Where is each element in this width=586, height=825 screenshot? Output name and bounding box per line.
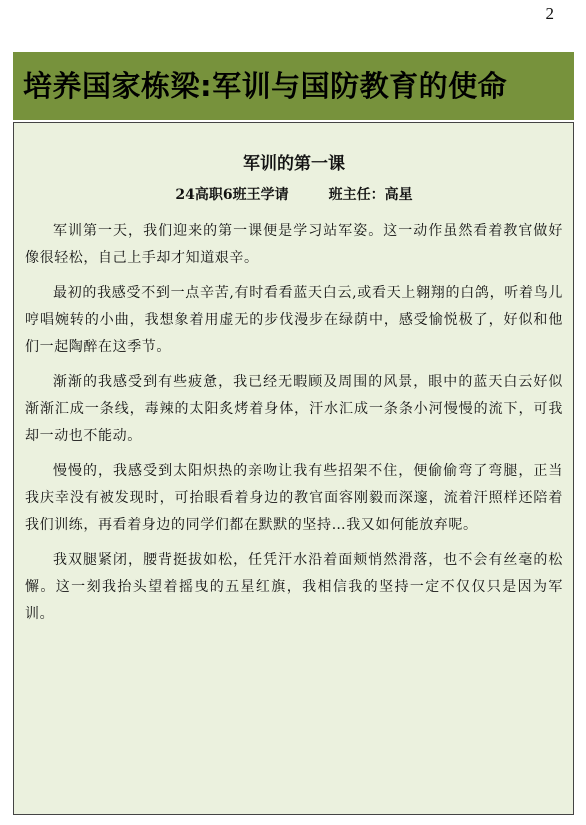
article-title: 军训的第一课 [243, 154, 345, 174]
paragraph: 军训第一天，我们迎来的第一课便是学习站军姿。这一动作虽然看着教官做好像很轻松，自己上手却才知道艰辛。 [25, 223, 563, 266]
paragraph: 慢慢的，我感受到太阳炽热的亲吻让我有些招架不住，便偷偷弯了弯腿，正当我庆幸没有被发现时，可抬眼看着身边的教官面容刚毅而深邃，流着汗照样还陪着我们训练，再看着身边的同学们都在默默的坚持…我又如何能放弃呢。 [25, 463, 563, 533]
byline [25, 184, 563, 204]
author: 24高职6班王学请 [175, 187, 289, 203]
page-number: 2 [545, 4, 554, 23]
paragraph: 我双腿紧闭，腰背挺拔如松，任凭汗水沿着面颊悄然滑落，也不会有丝毫的松懈。这一刻我抬头望着摇曳的五星红旗，我相信我的坚持一定不仅仅只是因为军训。 [25, 552, 563, 622]
banner-title: 培养国家栋梁:军训与国防教育的使命 [23, 69, 508, 103]
paragraph: 渐渐的我感受到有些疲惫，我已经无暇顾及周围的风景，眼中的蓝天白云好似渐渐汇成一条线，毒辣的太阳炙烤着身体，汗水汇成一条条小河慢慢的流下，可我却一动也不能动。 [25, 374, 563, 444]
article-box [13, 122, 574, 815]
paragraph: 最初的我感受不到一点辛苦,有时看看蓝天白云,或看天上翱翔的白鸽，听着鸟儿哼唱婉转的小曲，我想象着用虚无的步伐漫步在绿荫中，感受愉悦极了，好似和他们一起陶醉在这季节。 [25, 285, 563, 355]
title-banner [13, 52, 574, 120]
teacher: 班主任：高星 [328, 187, 413, 203]
